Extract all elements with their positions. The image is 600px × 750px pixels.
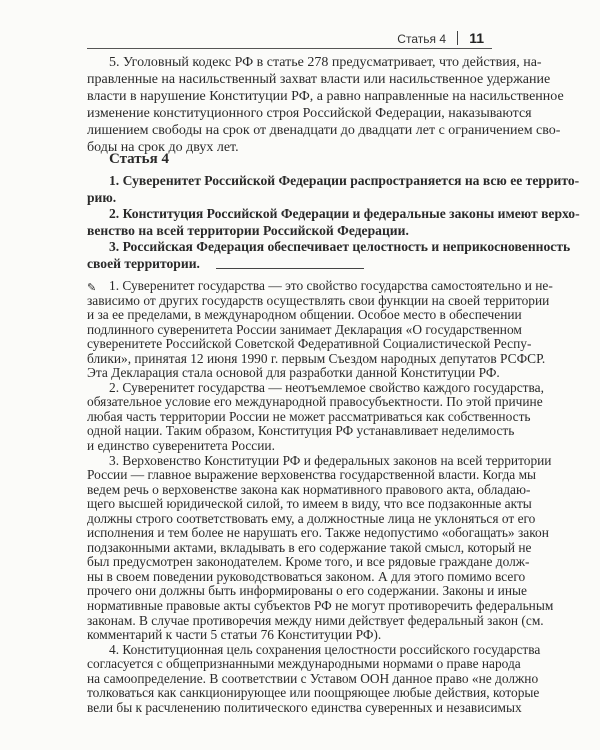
text-line: 2. Суверенитет государства — неотъемлемое свойство каждого государства, <box>109 379 544 395</box>
text-line: обязательное условие его международной правосубъектности. По этой причине <box>87 394 543 410</box>
text-line: подзаконными актами, вкладывать в его содержание такой смысл, который не <box>87 539 532 555</box>
text-line: прочего они должны быть информированы о его содержании. Законы и иные <box>87 583 527 599</box>
text-line: рию. <box>87 189 117 205</box>
text-line: исполнения и тем более не нарушать его. Также недопустимо «обогащать» закон <box>87 525 549 541</box>
text-line: и за ее пределами, в международном общении. Особое место в обеспечении <box>87 307 522 323</box>
intro-paragraph <box>87 54 564 156</box>
text-line: любая часть территории России не может рассматриваться как собственность <box>87 408 531 424</box>
text-line: вели бы к расчленению политического единства суверенных и независимых <box>87 699 522 715</box>
text-line: России — главное выражение верховенства государственной власти. Когда мы <box>87 467 537 483</box>
text-line: власти в нарушение Конституции РФ, а равно направленные на насильственное <box>87 89 564 104</box>
running-header-section: Статья 4 <box>397 32 446 46</box>
text-line: суверенитете Российской Советской Федеративной Социалистической Респу- <box>87 336 532 352</box>
text-line: 1. Суверенитет Российской Федерации распространяется на всю ее террито- <box>109 173 580 188</box>
text-line: Эта Декларация стала основой для разработки данной Конституции РФ. <box>87 365 500 381</box>
commentary-text <box>87 278 554 715</box>
text-line: 1. Суверенитет государства — это свойство государства самостоятельно и не- <box>109 278 553 293</box>
text-line: 3. Верховенство Конституции РФ и федеральных законов на всей территории <box>109 452 552 468</box>
article-title: Статья 4 <box>109 151 169 167</box>
text-line: боды на срок до двух лет. <box>87 140 239 155</box>
text-line: нормативные правовые акты субъектов РФ не могут противоречить федеральным <box>87 598 554 614</box>
text-line: 5. Уголовный кодекс РФ в статье 278 предусматривает, что действия, на- <box>109 55 542 70</box>
text-line: согласуется с общепризнанными международными нормами о праве народа <box>87 656 521 672</box>
text-line: ведем речь о верховенстве закона как нормативного правового акта, обладаю- <box>87 481 531 497</box>
text-line: должны строго соответствовать ему, а должностные лица не уклоняться от его <box>87 510 536 526</box>
text-line: комментарий к части 5 статьи 76 Конституции РФ). <box>87 627 382 643</box>
text-line: лишением свободы на срок от двенадцати до двадцати лет с ограничением сво- <box>87 123 561 138</box>
page-number: 11 <box>469 30 484 46</box>
text-line: был предусмотрен законодателем. Кроме того, и все рядовые граждане долж- <box>87 554 530 570</box>
text-line: венство на всей территории Российской Федерации. <box>87 222 409 238</box>
running-header <box>87 30 492 49</box>
text-line: на самоопределение. В соответствии с Уставом ООН данное право «не должно <box>87 670 539 686</box>
text-line: 4. Конституционная цель сохранения целостности российского государства <box>109 641 541 657</box>
text-line: зависимо от других государств осуществлять свои функции на своей территории <box>87 292 550 308</box>
commentary-pen-icon: ✎ <box>87 282 97 294</box>
text-line: 2. Конституция Российской Федерации и федеральные законы имеют верхо- <box>109 206 580 222</box>
header-divider <box>457 31 458 45</box>
text-line: своей территории. <box>87 255 200 271</box>
text-line: ны в своем поведении руководствоваться законом. А для этого помимо всего <box>87 568 526 584</box>
text-line: 3. Российская Федерация обеспечивает целостность и неприкосновенность <box>109 239 571 255</box>
text-line: щего высшей юридической силой, то имеем в виду, что все подзаконные акты <box>87 496 532 512</box>
text-line: и единство суверенитета России. <box>87 438 275 454</box>
text-line: подлинного суверенитета России занимает Декларация «О государственном <box>87 321 522 337</box>
text-line: законам. В случае противоречия между ними действует федеральный закон (см. <box>87 612 544 628</box>
text-line: толковаться как санкционирующее или поощряющее любые действия, которые <box>87 685 540 701</box>
text-line: блики», принятая 12 июня 1990 г. первым Съездом народных депутатов РСФСР. <box>87 350 546 366</box>
article-text <box>87 173 580 273</box>
section-divider <box>216 268 364 269</box>
text-line: изменение конституционного строя Российской Федерации, наказываются <box>87 106 532 121</box>
text-line: одной нации. Таким образом, Конституция РФ устанавливает неделимость <box>87 423 515 439</box>
text-line: правленные на насильственный захват власти или насильственное удержание <box>87 72 551 87</box>
